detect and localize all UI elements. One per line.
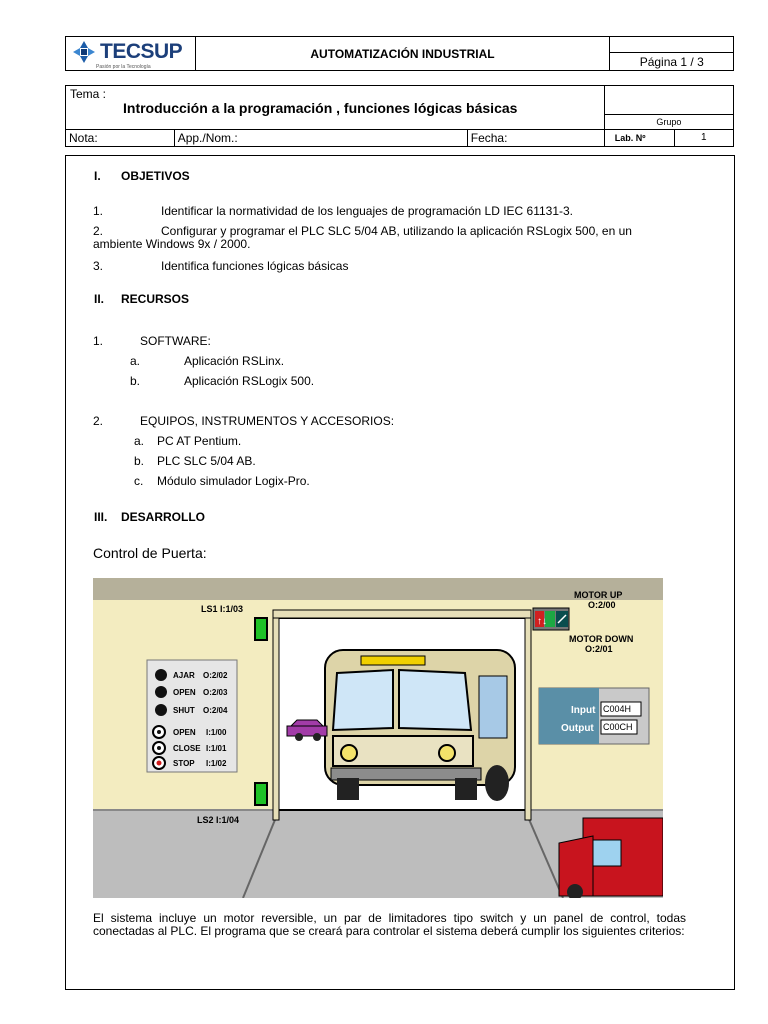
equipos-item: PC AT Pentium. xyxy=(157,434,242,448)
grupo-blank xyxy=(604,86,733,115)
panel-label: CLOSE xyxy=(173,744,201,753)
software-label: SOFTWARE: xyxy=(140,334,211,348)
equipos-number: 2. xyxy=(93,414,104,428)
nota-label: Nota: xyxy=(66,129,175,146)
motor-up-label: MOTOR UP xyxy=(574,590,623,600)
objetivo-number: 2. xyxy=(93,224,104,238)
tema-cell xyxy=(66,86,605,130)
plc-output-value: C00CH xyxy=(603,722,633,732)
section-title-desarrollo: DESARROLLO xyxy=(121,510,205,524)
logo-wordmark: TECSUP xyxy=(100,40,183,63)
lab-label: Lab. Nº xyxy=(604,129,674,146)
bus-illustration xyxy=(325,650,515,801)
software-item-letter: b. xyxy=(130,374,141,388)
panel-address: O:2/04 xyxy=(203,706,228,715)
panel-label: STOP xyxy=(173,759,195,768)
objetivo-text: Configurar y programar el PLC SLC 5/04 AB, utilizando la aplicación RSLogix 500, en un xyxy=(161,224,632,238)
panel-label: OPEN xyxy=(173,728,196,737)
page-number: Página 1 / 3 xyxy=(610,53,734,71)
header-table xyxy=(65,36,734,71)
blank-cell xyxy=(610,37,734,53)
panel-label: OPEN xyxy=(173,688,196,697)
tecsup-logo-icon xyxy=(72,40,96,64)
motor-down-label: MOTOR DOWN xyxy=(569,634,634,644)
limit-switch-ls1 xyxy=(255,618,267,640)
panel-address: I:1/02 xyxy=(206,759,227,768)
grupo-label: Grupo xyxy=(604,115,733,129)
panel-address: I:1/00 xyxy=(206,728,227,737)
figure-subtitle: Control de Puerta: xyxy=(93,545,207,561)
fecha-label: Fecha: xyxy=(467,129,604,146)
equipos-item-letter: b. xyxy=(134,454,145,468)
objetivo-number: 3. xyxy=(93,259,104,273)
info-table xyxy=(65,85,734,147)
plc-module xyxy=(539,688,649,744)
motor-down-address: O:2/01 xyxy=(585,644,613,654)
panel-address: O:2/02 xyxy=(203,671,228,680)
tema-value: Introducción a la programación , funciones lógicas básicas xyxy=(123,100,518,116)
objetivo-number: 1. xyxy=(93,204,104,218)
plc-input-label: Input xyxy=(571,705,596,716)
software-item: Aplicación RSLinx. xyxy=(184,354,285,368)
equipos-item: PLC SLC 5/04 AB. xyxy=(157,454,256,468)
section-title-recursos: RECURSOS xyxy=(121,292,190,306)
software-number: 1. xyxy=(93,334,104,348)
objetivo-text: Identifica funciones lógicas básicas xyxy=(161,259,349,273)
panel-address: I:1/01 xyxy=(206,744,227,753)
panel-label: SHUT xyxy=(173,706,195,715)
section-title-objetivos: OBJETIVOS xyxy=(121,169,190,183)
equipos-label: EQUIPOS, INSTRUMENTOS Y ACCESORIOS: xyxy=(140,414,395,428)
tecsup-logo xyxy=(72,40,182,64)
motor-up-address: O:2/00 xyxy=(588,600,616,610)
logo-tagline: Pasión por la Tecnología xyxy=(96,64,151,70)
software-item: Aplicación RSLogix 500. xyxy=(184,374,315,388)
software-item-letter: a. xyxy=(130,354,141,368)
ls1-label: LS1 I:1/03 xyxy=(201,604,244,614)
equipos-item: Módulo simulador Logix-Pro. xyxy=(157,474,310,488)
app-label: App./Nom.: xyxy=(174,129,467,146)
objetivo-text-continued: ambiente Windows 9x / 2000. xyxy=(93,237,251,251)
section-number-1: I. xyxy=(94,169,101,183)
section-number-2: II. xyxy=(94,292,105,306)
objetivo-text: Identificar la normatividad de los lenguajes de programación LD IEC 61131-3. xyxy=(161,204,574,218)
ls2-label: LS2 I:1/04 xyxy=(197,815,240,825)
panel-label: AJAR xyxy=(173,671,195,680)
equipos-item-letter: c. xyxy=(134,474,144,488)
panel-address: O:2/03 xyxy=(203,688,228,697)
tema-label: Tema : xyxy=(70,87,107,101)
description-paragraph: El sistema incluye un motor reversible, un par de limitadores tipo switch y un panel de control, todas conectadas al PLC. El programa que se creará para controlar el sistema deberá cumplir los siguientes criterios: xyxy=(93,911,686,938)
logo-cell xyxy=(66,37,196,71)
plc-input-value: C004H xyxy=(603,704,632,714)
door-control-figure xyxy=(93,578,663,898)
equipos-item-letter: a. xyxy=(134,434,145,448)
limit-switch-ls2 xyxy=(255,783,267,805)
course-title: AUTOMATIZACIÓN INDUSTRIAL xyxy=(195,37,610,71)
section-number-3: III. xyxy=(94,510,108,524)
up-down-arrows-icon: ↑↓ xyxy=(537,616,547,627)
lab-value: 1 xyxy=(674,129,733,146)
plc-output-label: Output xyxy=(561,723,594,734)
